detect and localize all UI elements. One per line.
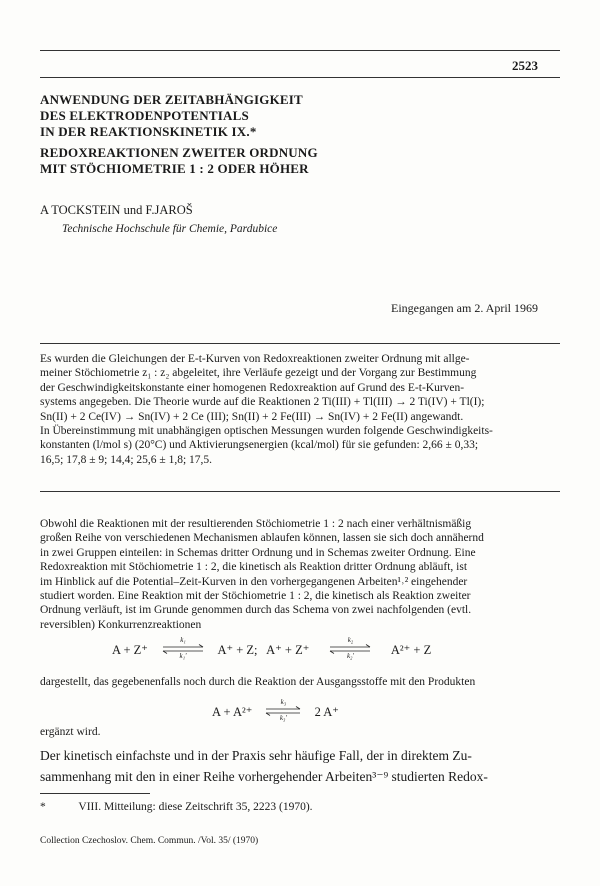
rate-constant-label: k₃' bbox=[279, 714, 287, 722]
body-paragraph-2: dargestellt, das gegebenenfalls noch durch die Reaktion der Ausgangsstoffe mit den Produkten bbox=[40, 676, 476, 688]
authors: A TOCKSTEIN und F.JAROŠ bbox=[40, 203, 193, 217]
body-line: im Hinblick auf die Potential–Zeit-Kurven in den vorhergegangenen Arbeiten¹˒² eingehender bbox=[40, 575, 468, 588]
body-line: studiert worden. Eine Reaktion mit der Stöchiometrie 1 : 2, die kinetisch als Reaktion zweiter bbox=[40, 590, 471, 603]
equilibrium-arrow-icon bbox=[326, 636, 374, 662]
equilibrium-arrow-icon bbox=[159, 636, 207, 662]
eq2-left: A + A²⁺ bbox=[212, 704, 253, 719]
abstract bbox=[40, 352, 550, 467]
rate-constant-label: k₂ bbox=[347, 636, 354, 644]
body-line: Ordnung verläuft, ist im Grunde genommen durch das Schema von zwei nachfolgenden (evtl. bbox=[40, 604, 472, 617]
abstract-line: 16,5; 17,8 ± 9; 14,4; 25,6 ± 1,8; 17,5. bbox=[40, 453, 213, 466]
footnote-rule bbox=[40, 793, 150, 794]
abstract-line: der Geschwindigkeitskonstante einer homogenen Redoxreaktion auf Grund des E-t-Kurven- bbox=[40, 381, 465, 394]
article-title bbox=[40, 92, 560, 177]
body-line: Redoxreaktion mit Stöchiometrie 1 : 2, die kinetisch als Reaktion dritter Ordnung abläuft, ist bbox=[40, 561, 468, 574]
title-line: ANWENDUNG DER ZEITABHÄNGIGKEIT bbox=[40, 92, 303, 107]
subtitle-line: MIT STÖCHIOMETRIE 1 : 2 ODER HÖHER bbox=[40, 161, 309, 176]
body-paragraph-1 bbox=[40, 517, 550, 632]
abstract-line: meiner Stöchiometrie z₁ : z₂ abgeleitet, ihre Verläufe gezeigt und der Vorgang zur Bestimmung bbox=[40, 367, 477, 380]
abstract-rule-top bbox=[40, 343, 560, 344]
title-line: DES ELEKTRODENPOTENTIALS bbox=[40, 108, 249, 123]
received-date: Eingegangen am 2. April 1969 bbox=[391, 301, 538, 315]
rate-constant-label: k₁' bbox=[179, 652, 187, 660]
header-rule-top bbox=[40, 50, 560, 51]
body-line: sammenhang mit den in einer Reihe vorhergehender Arbeiten³⁻⁹ studierten Redox- bbox=[40, 769, 488, 784]
header-rule-bottom bbox=[40, 77, 560, 78]
title-line: IN DER REAKTIONSKINETIK IX.* bbox=[40, 124, 257, 139]
eq1-left-a: A + Z⁺ bbox=[112, 642, 148, 657]
abstract-line: In Übereinstimmung mit unabhängigen optischen Messungen wurden folgende Geschwindigkeits- bbox=[40, 425, 493, 438]
rate-constant-label: k₃ bbox=[280, 698, 287, 706]
eq1-right-a: A⁺ + Z; bbox=[217, 642, 258, 657]
body-paragraph-3: ergänzt wird. bbox=[40, 726, 101, 738]
equilibrium-arrow-icon bbox=[263, 698, 303, 724]
eq1-right-b: A²⁺ + Z bbox=[390, 642, 432, 657]
eq2-right: 2 A⁺ bbox=[314, 704, 339, 719]
body-line: Obwohl die Reaktionen mit der resultierenden Stöchiometrie 1 : 2 nach einer verhältnismäßig bbox=[40, 518, 472, 530]
abstract-rule-bottom bbox=[40, 491, 560, 492]
rate-constant-label: k₁ bbox=[180, 636, 186, 644]
equation-1 bbox=[112, 636, 432, 662]
body-line: Der kinetisch einfachste und in der Praxis sehr häufige Fall, der in direktem Zu- bbox=[40, 748, 472, 763]
journal-citation: Collection Czechoslov. Chem. Commun. /Vol. 35/ (1970) bbox=[40, 836, 259, 846]
abstract-line: Es wurden die Gleichungen der E-t-Kurven von Redoxreaktionen zweiter Ordnung mit allge- bbox=[40, 353, 470, 365]
footnote bbox=[40, 801, 313, 813]
abstract-line: konstanten (l/mol s) (20°C) und Aktivierungsenergien (kcal/mol) für sie gefunden: 2,66 ± 0,33; bbox=[40, 439, 479, 452]
body-line: in zwei Gruppen einteilen: in Schemas dritter Ordnung und in Schemas zweiter Ordnung. Eine bbox=[40, 546, 476, 559]
equation-2 bbox=[212, 698, 339, 724]
affiliation: Technische Hochschule für Chemie, Pardubice bbox=[62, 223, 278, 235]
body-line: reversiblen) Konkurrenzreaktionen bbox=[40, 618, 202, 631]
page-number: 2523 bbox=[512, 58, 538, 73]
footnote-text: VIII. Mitteilung: diese Zeitschrift 35, 2223 (1970). bbox=[78, 801, 313, 813]
body-line: großen Reihe von verschiedenen Mechanismen ablaufen können, lassen sie sich doch annähernd bbox=[40, 532, 484, 545]
body-paragraph-4 bbox=[40, 745, 560, 787]
abstract-line: systems angegeben. Die Theorie wurde auf die Reaktionen 2 Ti(III) + Tl(III) → 2 Ti(IV) + Tl(I); bbox=[40, 396, 485, 409]
rate-constant-label: k₂' bbox=[346, 652, 354, 660]
abstract-line: Sn(II) + 2 Ce(IV) → Sn(IV) + 2 Ce (III); Sn(II) + 2 Fe(III) → Sn(IV) + 2 Fe(II) angewandt. bbox=[40, 410, 464, 423]
footnote-mark: * bbox=[40, 801, 46, 813]
eq1-left-b: A⁺ + Z⁺ bbox=[266, 642, 310, 657]
subtitle-line: REDOXREAKTIONEN ZWEITER ORDNUNG bbox=[40, 145, 318, 160]
